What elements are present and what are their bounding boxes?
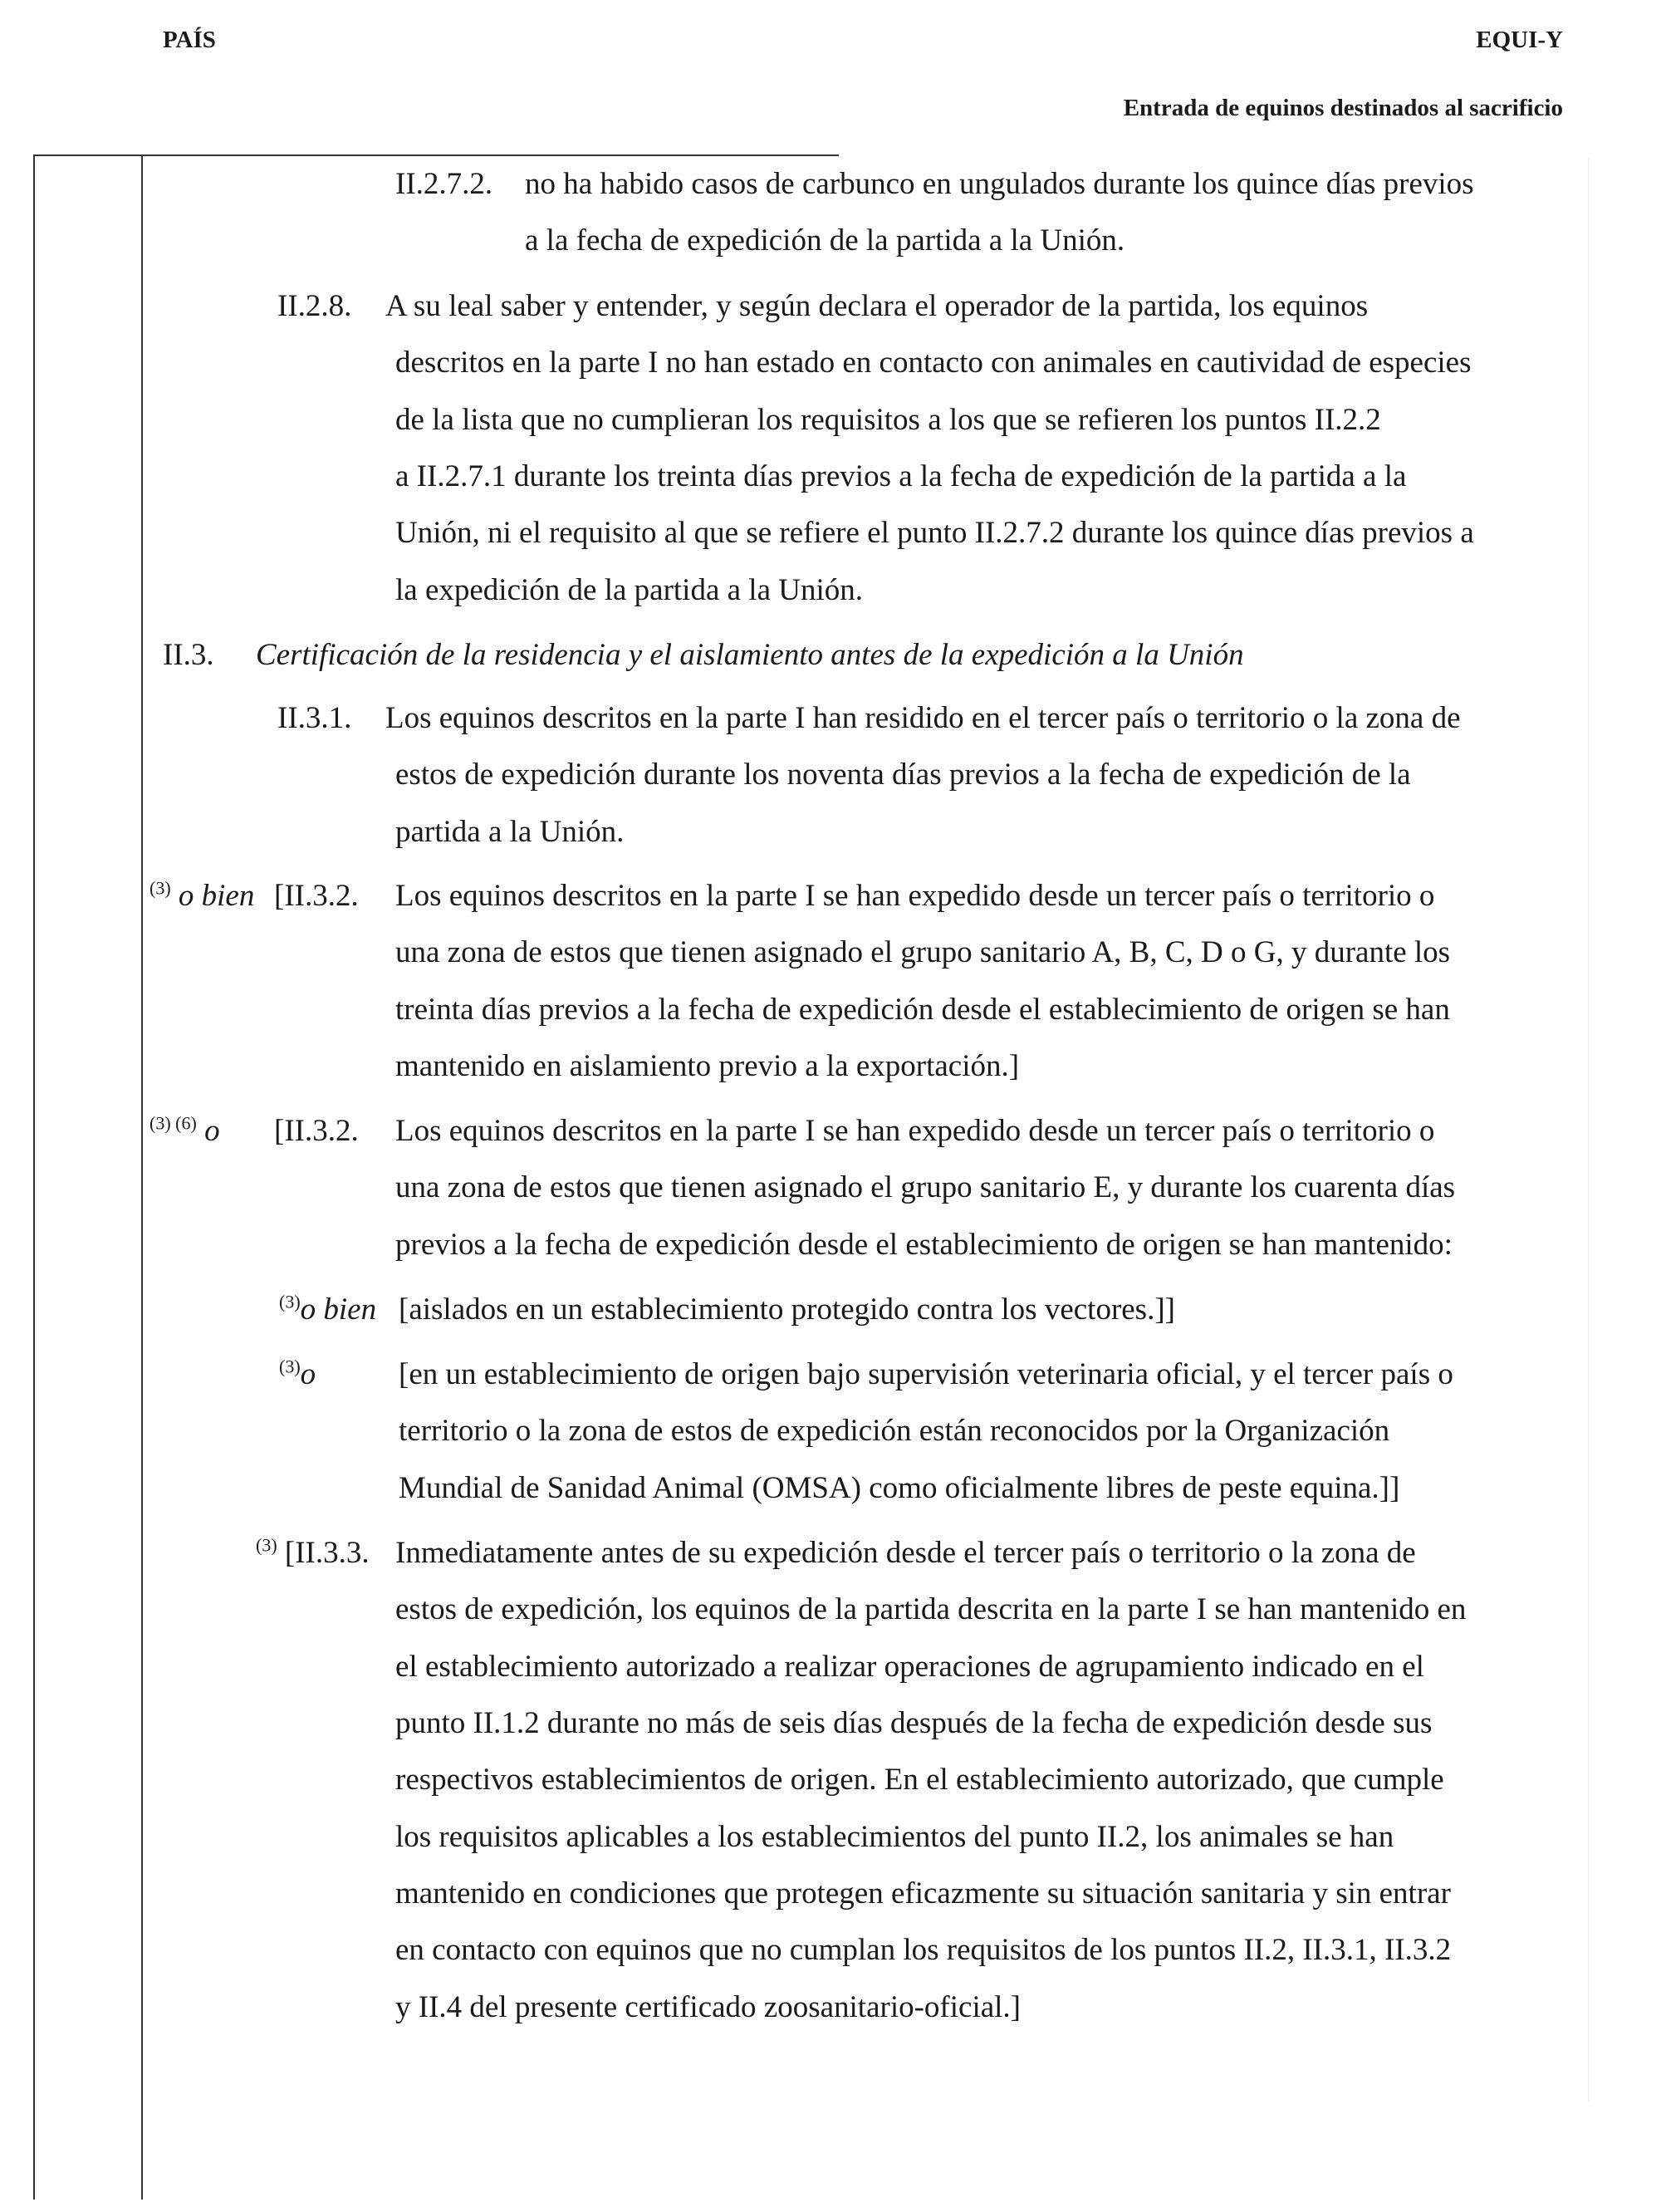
text-line: Los equinos descritos en la parte I se han expedido desde un tercer país o territorio o — [395, 1114, 1435, 1148]
text-line: territorio o la zona de estos de expedición están reconocidos por la Organización — [399, 1414, 1390, 1448]
text-line: Unión, ni el requisito al que se refiere el punto II.2.7.2 durante los quince días previos a — [395, 516, 1474, 550]
text-line: en contacto con equinos que no cumplan los requisitos de los puntos II.2, II.3.1, II.3.2 — [395, 1933, 1452, 1967]
option-marker — [149, 878, 254, 915]
point-number: II.2.8. — [277, 289, 352, 323]
footnote-ref: (3) — [149, 877, 171, 899]
text-line: el establecimiento autorizado a realizar operaciones de agrupamiento indicado en el — [395, 1650, 1424, 1684]
text-line: A su leal saber y entender, y según declara el operador de la partida, los equinos — [385, 289, 1369, 323]
certificate-code: EQUI-Y — [1476, 27, 1563, 53]
text-line: estos de expedición, los equinos de la partida descrita en la parte I se han mantenido en — [395, 1592, 1467, 1626]
text-line: a la fecha de expedición de la partida a la Unión. — [525, 223, 1125, 257]
option-marker — [279, 1292, 376, 1328]
frame-left-rule — [33, 154, 35, 2200]
text-line: Los equinos descritos en la parte I se han expedido desde un tercer país o territorio o — [395, 879, 1435, 913]
footnote-ref: (3) — [256, 1534, 277, 1556]
text-line: los requisitos aplicables a los establecimientos del punto II.2, los animales se han — [395, 1820, 1394, 1854]
text-line: Inmediatamente antes de su expedición desde el tercer país o territorio o la zona de — [395, 1536, 1416, 1570]
text-line: mantenido en aislamiento previo a la exportación.] — [395, 1049, 1020, 1083]
text-line: Mundial de Sanidad Animal (OMSA) como oficialmente libres de peste equina.]] — [399, 1471, 1400, 1505]
text-line: punto II.1.2 durante no más de seis días después de la fecha de expedición desde sus — [395, 1706, 1433, 1740]
option-word: o — [204, 1114, 220, 1148]
footnote-ref: (3) — [279, 1291, 301, 1312]
point-number — [256, 1535, 370, 1572]
certificate-subtitle: Entrada de equinos destinados al sacrificio — [1123, 95, 1563, 121]
text-line: partida a la Unión. — [395, 815, 625, 849]
text-line: y II.4 del presente certificado zoosanitario-oficial.] — [395, 1990, 1022, 2024]
footnote-ref: (3) — [279, 1356, 301, 1377]
option-marker — [279, 1356, 316, 1393]
section-number: II.3. — [163, 638, 214, 672]
text-line: mantenido en condiciones que protegen eficazmente su situación sanitaria y sin entrar — [395, 1876, 1451, 1910]
country-label: PAÍS — [163, 27, 216, 53]
text-line: [aislados en un establecimiento protegido contra los vectores.]] — [399, 1292, 1175, 1327]
text-line: una zona de estos que tienen asignado el grupo sanitario A, B, C, D o G, y durante los — [395, 935, 1451, 969]
text-line: treinta días previos a la fecha de expedición desde el establecimiento de origen se han — [395, 993, 1450, 1027]
frame-margin-rule — [141, 154, 143, 2200]
footnote-ref: (3) (6) — [149, 1112, 197, 1134]
section-title: Certificación de la residencia y el aislamiento antes de la expedición a la Unión — [256, 638, 1244, 672]
text-line: estos de expedición durante los noventa días previos a la fecha de expedición de la — [395, 758, 1411, 792]
text-line: a II.2.7.1 durante los treinta días previos a la fecha de expedición de la partida a la — [395, 459, 1407, 493]
option-word: o — [300, 1357, 316, 1391]
text-line: [en un establecimiento de origen bajo supervisión veterinaria oficial, y el tercer país o — [399, 1357, 1453, 1391]
point-number: II.2.7.2. — [395, 167, 493, 201]
text-line: de la lista que no cumplieran los requisitos a los que se refieren los puntos II.2.2 — [395, 403, 1381, 437]
point-number: [II.3.2. — [274, 879, 359, 913]
option-word: o bien — [178, 879, 255, 913]
text-line: la expedición de la partida a la Unión. — [395, 573, 864, 607]
point-number-text: [II.3.3. — [284, 1536, 370, 1570]
text-line: previos a la fecha de expedición desde el establecimiento de origen se han mantenido: — [395, 1228, 1453, 1262]
frame-top-rule — [33, 154, 839, 156]
point-number: [II.3.2. — [274, 1114, 359, 1148]
text-line: Los equinos descritos en la parte I han residido en el tercer país o territorio o la zona de — [385, 701, 1461, 735]
point-number: II.3.1. — [277, 701, 352, 735]
text-line: no ha habido casos de carbunco en ungulados durante los quince días previos — [525, 167, 1474, 201]
frame-right-rule — [1588, 158, 1589, 2102]
text-line: una zona de estos que tienen asignado el grupo sanitario E, y durante los cuarenta días — [395, 1170, 1456, 1204]
option-marker — [149, 1113, 220, 1150]
text-line: respectivos establecimientos de origen. En el establecimiento autorizado, que cumple — [395, 1763, 1444, 1797]
text-line: descritos en la parte I no han estado en contacto con animales en cautividad de especies — [395, 346, 1472, 380]
option-word: o bien — [300, 1292, 377, 1327]
